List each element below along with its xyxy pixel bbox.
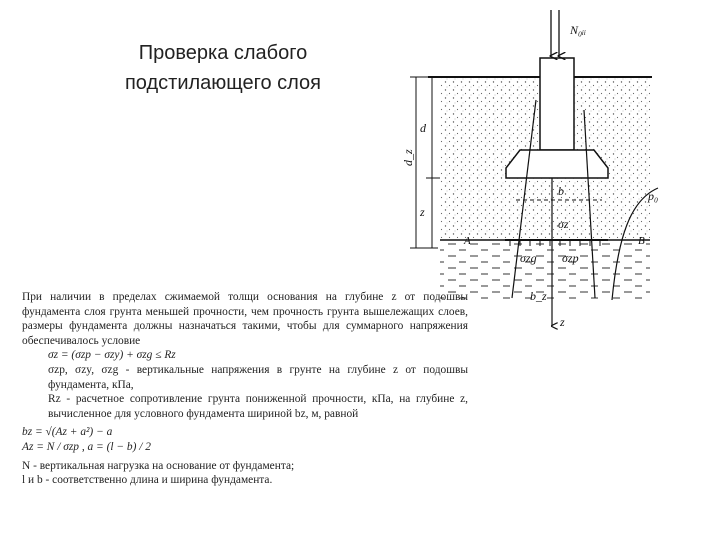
formula-az: Az = N / σzp , a = (l − b) / 2 <box>22 440 151 453</box>
sigma-zg-label: σzg <box>520 251 537 265</box>
foundation-diagram <box>380 0 680 340</box>
stress-condition-formula: σz = (σzp − σzy) + σzg ≤ Rz <box>48 349 176 362</box>
dimensions-definition: l и b - соответственно длина и ширина фундамента. <box>22 474 273 487</box>
dz-label: d_z <box>401 149 415 166</box>
resistance-definition: Rz - расчетное сопротивление грунта пониженной прочности, кПа, на глубине z, вычисленное для условного фундамента шириной bz, м, равной <box>48 393 468 420</box>
z-label: z <box>420 205 425 219</box>
d-label: d <box>420 121 426 135</box>
column <box>540 58 574 150</box>
scanned-text-block <box>22 290 468 488</box>
slide-title <box>78 38 368 98</box>
stress-definitions: σzp, σzy, σzg - вертикальные напряжения в грунте на глубине z от подошвы фундамента, кПа, <box>48 363 468 391</box>
formula-bz: bz = √(Az + a²) − a <box>22 426 113 439</box>
point-b: B <box>638 235 645 247</box>
footing <box>506 150 608 178</box>
point-a: A <box>464 235 471 247</box>
title-line-2: подстилающего слоя <box>124 72 322 94</box>
load-definition: N - вертикальная нагрузка на основание от фундамента; <box>22 459 295 472</box>
bz-label: b_z <box>530 289 547 303</box>
z-axis-label: z <box>560 315 565 329</box>
sigma-zp-label: σzp <box>562 251 579 265</box>
sigma-z-label: σz <box>558 217 569 231</box>
load-label: N₀ᵢᵢ <box>570 23 586 37</box>
b-label: b <box>558 184 564 198</box>
intro-paragraph: При наличии в пределах сжимаемой толщи основания на глубине z от подошвы фундамента слоя грунта меньшей прочности, чем прочность грунта вышележащих слоев, размеры фундамента должны назначаться такими, чтобы для суммарного напряжения обеспечивалось условие <box>22 291 468 347</box>
title-line-1: Проверка слабого <box>138 42 308 64</box>
p0-label: p₀ <box>648 189 659 203</box>
